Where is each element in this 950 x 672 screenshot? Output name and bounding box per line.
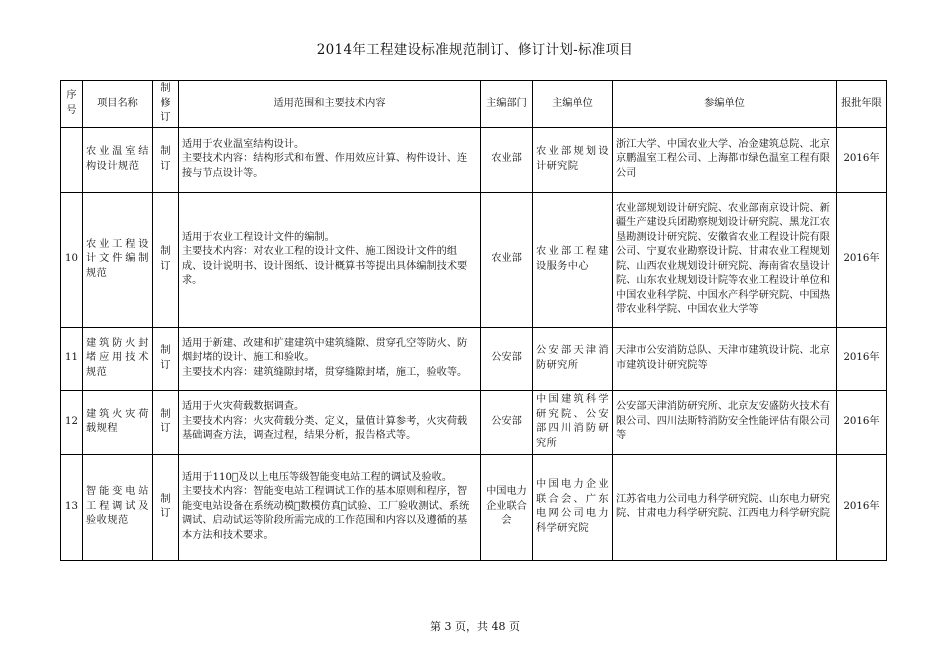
cell-year: 2016年 (837, 127, 887, 192)
table-row (61, 454, 887, 560)
table-header-row (61, 81, 887, 128)
cell-year: 2016年 (837, 327, 887, 390)
cell-seq: 10 (61, 192, 83, 327)
cell-participants: 天津市公安消防总队、天津市建筑设计院、北京市建筑设计研究院等 (613, 327, 837, 390)
cell-participants: 公安部天津消防研究所、北京友安盛防火技术有限公司、四川法斯特消防安全性能评估有限公司等 (613, 390, 837, 454)
header-revise: 制修订 (153, 81, 179, 128)
cell-participants: 浙江大学、中国农业大学、冶金建筑总院、北京京鹏温室工程公司、上海都市绿色温室工程有限公司 (613, 127, 837, 192)
cell-scope: 适用于农业工程设计文件的编制。 主要技术内容：对农业工程的设计文件、施工图设计文件的组成、设计说明书、设计图纸、设计概算书等提出具体编制技术要求。 (179, 192, 481, 327)
table-row (61, 192, 887, 327)
cell-participants: 农业部规划设计研究院、农业部南京设计院、新疆生产建设兵团勘察规划设计研究院、黑龙江农垦勘测设计研究院、安徽省农业工程设计院有限公司、宁夏农业勘察设计院、甘肃农业工程规划院、山西农业规划设计研究院、海南省农垦设计院、山东农业规划设计院等农业工程设计单位和中国农业科学院、中国水产科学研究院、中国热带农业科学院、中国农业大学等 (613, 192, 837, 327)
cell-dept: 农业部 (481, 127, 533, 192)
cell-revise: 制订 (153, 127, 179, 192)
header-seq: 序号 (61, 81, 83, 128)
cell-dept: 农业部 (481, 192, 533, 327)
cell-chief: 农业部规划设计研究院 (533, 127, 613, 192)
cell-seq: 11 (61, 327, 83, 390)
cell-dept: 公安部 (481, 390, 533, 454)
cell-scope: 适用于农业温室结构设计。 主要技术内容：结构形式和布置、作用效应计算、构件设计、连接与节点设计等。 (179, 127, 481, 192)
cell-chief: 农业部工程建设服务中心 (533, 192, 613, 327)
header-chief: 主编单位 (533, 81, 613, 128)
table-row (61, 327, 887, 390)
cell-year: 2016年 (837, 192, 887, 327)
cell-chief: 中国电力企业联合会、广东电网公司电力科学研究院 (533, 454, 613, 560)
cell-seq (61, 127, 83, 192)
cell-dept: 中国电力企业联合会 (481, 454, 533, 560)
header-name: 项目名称 (83, 81, 153, 128)
cell-scope: 适用于火灾荷载数据调查。 主要技术内容：火灾荷载分类、定义，量值计算参考，火灾荷载基础调查方法，调查过程，结果分析，报告格式等。 (179, 390, 481, 454)
table-row (61, 390, 887, 454)
cell-name: 农业温室结构设计规范 (83, 127, 153, 192)
cell-name: 建筑防火封堵应用技术规范 (83, 327, 153, 390)
cell-name: 智能变电站工程调试及验收规范 (83, 454, 153, 560)
cell-chief: 中国建筑科学研究院、公安部四川消防研究所 (533, 390, 613, 454)
document-title: 2014年工程建设标准规范制订、修订计划-标准项目 (316, 42, 634, 58)
cell-year: 2016年 (837, 390, 887, 454)
cell-dept: 公安部 (481, 327, 533, 390)
page-footer: 第 3 页，共 48 页 (430, 620, 520, 633)
cell-scope: 适用于新建、改建和扩建建筑中建筑缝隙、贯穿孔空等防火、防烟封堵的设计、施工和验收。 主要技术内容：建筑缝隙封堵，贯穿缝隙封堵，施工，验收等。 (179, 327, 481, 390)
cell-revise: 制订 (153, 454, 179, 560)
cell-revise: 制订 (153, 390, 179, 454)
standards-plan-table (60, 80, 887, 561)
cell-seq: 12 (61, 390, 83, 454)
cell-revise: 制订 (153, 327, 179, 390)
table-row (61, 127, 887, 192)
cell-scope: 适用于110 及以上电压等级智能变电站工程的调试及验收。 主要技术内容：智能变电站工程调试工作的基本原则和程序，智能变电站设备在系统动模 数模仿真 试验、工厂验收测试、系统调试、启动试运等阶段所需完成的工作范围和内容以及遵循的基本方法和技术要求。 (179, 454, 481, 560)
header-scope: 适用范围和主要技术内容 (179, 81, 481, 128)
header-year: 报批年限 (837, 81, 887, 128)
header-participants: 参编单位 (613, 81, 837, 128)
header-dept: 主编部门 (481, 81, 533, 128)
cell-seq: 13 (61, 454, 83, 560)
cell-chief: 公安部天津消防研究所 (533, 327, 613, 390)
cell-name: 建筑火灾荷载规程 (83, 390, 153, 454)
cell-name: 农业工程设计文件编制规范 (83, 192, 153, 327)
cell-revise: 制订 (153, 192, 179, 327)
cell-year: 2016年 (837, 454, 887, 560)
cell-participants: 江苏省电力公司电力科学研究院、山东电力研究院、甘肃电力科学研究院、江西电力科学研究院 (613, 454, 837, 560)
